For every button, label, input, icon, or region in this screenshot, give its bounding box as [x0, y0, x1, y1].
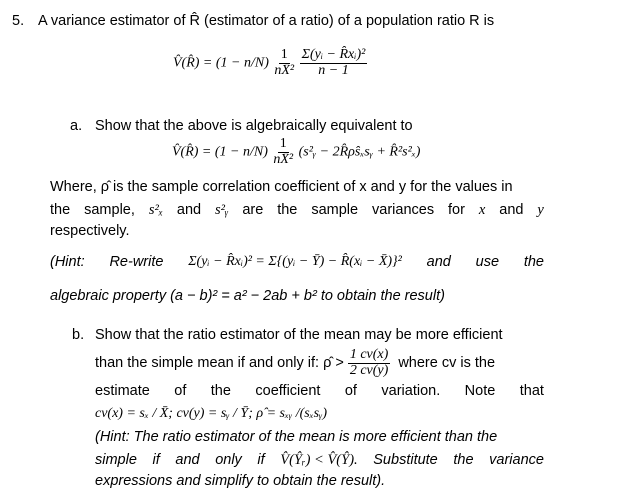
word: sample,: [84, 202, 135, 218]
word: and: [176, 202, 202, 218]
eq1-frac1-den: nX̄²: [274, 62, 295, 78]
word: and: [175, 452, 200, 468]
word: x: [478, 202, 486, 218]
word: the: [210, 383, 231, 399]
part-a-label: a.: [70, 118, 83, 134]
word: variance: [489, 452, 544, 468]
word: (Hint:: [50, 254, 85, 270]
word: are: [242, 202, 264, 218]
part-b-line-7: expressions and simplify to obtain the result).: [95, 473, 386, 489]
hint-line-2: algebraic property (a − b)² = a² − 2ab + b² to obtain the result): [50, 288, 445, 304]
eq2-frac-num: 1: [279, 136, 287, 151]
word: if: [152, 452, 160, 468]
word: variation.: [381, 383, 441, 399]
hint-line-1: [50, 253, 544, 271]
word: Re-write: [109, 254, 164, 270]
word: and: [426, 254, 451, 270]
eq1-frac2: [300, 48, 368, 78]
eq1-frac2-num: Σ(yᵢ − R̂xᵢ)²: [301, 47, 366, 62]
word: for: [448, 202, 465, 218]
word: only: [215, 452, 242, 468]
b-l2-frac-den: 2 cv(y): [349, 362, 389, 378]
word: and: [499, 202, 524, 218]
word: the: [50, 202, 71, 218]
word: Substitute: [373, 452, 438, 468]
word: if: [257, 452, 265, 468]
eq1-frac2-den: n − 1: [318, 62, 349, 78]
eq2-lhs: V̂(R̂) =: [172, 144, 212, 160]
word: coefficient: [255, 383, 321, 399]
word: Note: [464, 383, 496, 399]
part-b-line-5: (Hint: The ratio estimator of the mean is more efficient than the: [95, 429, 498, 445]
part-a-text: Show that the above is algebraically equivalent to: [95, 118, 413, 134]
eq2-rhs: (s²ᵧ − 2R̂ρ̂sₓsᵧ + R̂²s²ₓ): [298, 144, 421, 160]
eq1-frac1-num: 1: [280, 47, 288, 62]
b-l2-frac-num: 1 cv(x): [349, 347, 389, 362]
word: the: [277, 202, 298, 218]
word: s²ᵧ: [215, 202, 229, 218]
b-l2-post: where cv is the: [398, 355, 496, 372]
where-line-2: [50, 201, 544, 219]
word: variances: [372, 202, 435, 218]
equation-1: [173, 48, 367, 78]
part-b-line-4: cv(x) = sₓ / X̄; cv(y) = sᵧ / Ȳ; ρ̂ = sₓᵧ /(sₓsᵧ): [95, 406, 328, 421]
word: of: [344, 383, 357, 399]
part-b-line-3: [95, 382, 544, 400]
eq1-factor: (1 − n/N): [215, 55, 269, 71]
hint-equation: Σ(yᵢ − R̂xᵢ)² = Σ{(yᵢ − Ȳ) − R̂(xᵢ − X̄)}²: [188, 254, 402, 269]
variance-inequality: V̂(Ŷᵣ) < V̂(Ŷ).: [280, 452, 358, 468]
part-b-line-2: [95, 348, 495, 378]
eq1-lhs: V̂(R̂) =: [173, 55, 213, 71]
word: of: [174, 383, 187, 399]
word: s²ₓ: [148, 202, 163, 218]
word: y: [537, 202, 544, 218]
equation-2: [172, 137, 420, 167]
where-line-1: Where, ρ̂ is the sample correlation coefficient of x and y for the values in: [50, 179, 513, 195]
b-l2-frac: [348, 348, 390, 378]
eq2-frac-den: nX̄²: [273, 151, 294, 167]
b-l2-pre: than the simple mean if and only if: ρ̂ >: [95, 355, 344, 372]
eq2-frac: [271, 137, 295, 167]
word: use: [475, 254, 500, 270]
word: sample: [311, 202, 359, 218]
where-line-3: respectively.: [50, 223, 130, 239]
part-b-line-1: Show that the ratio estimator of the mean may be more efficient: [95, 327, 503, 343]
eq2-factor: (1 − n/N): [214, 144, 268, 160]
word: the: [453, 452, 474, 468]
part-b-line-6: [95, 451, 544, 469]
part-b-label: b.: [72, 327, 85, 343]
word: simple: [95, 452, 137, 468]
word: that: [519, 383, 544, 399]
eq1-frac1: [272, 48, 296, 78]
word: the: [523, 254, 544, 270]
question-intro: A variance estimator of R̂ (estimator of a ratio) of a population ratio R is: [38, 13, 495, 29]
question-number: 5.: [12, 13, 25, 29]
word: estimate: [95, 383, 150, 399]
